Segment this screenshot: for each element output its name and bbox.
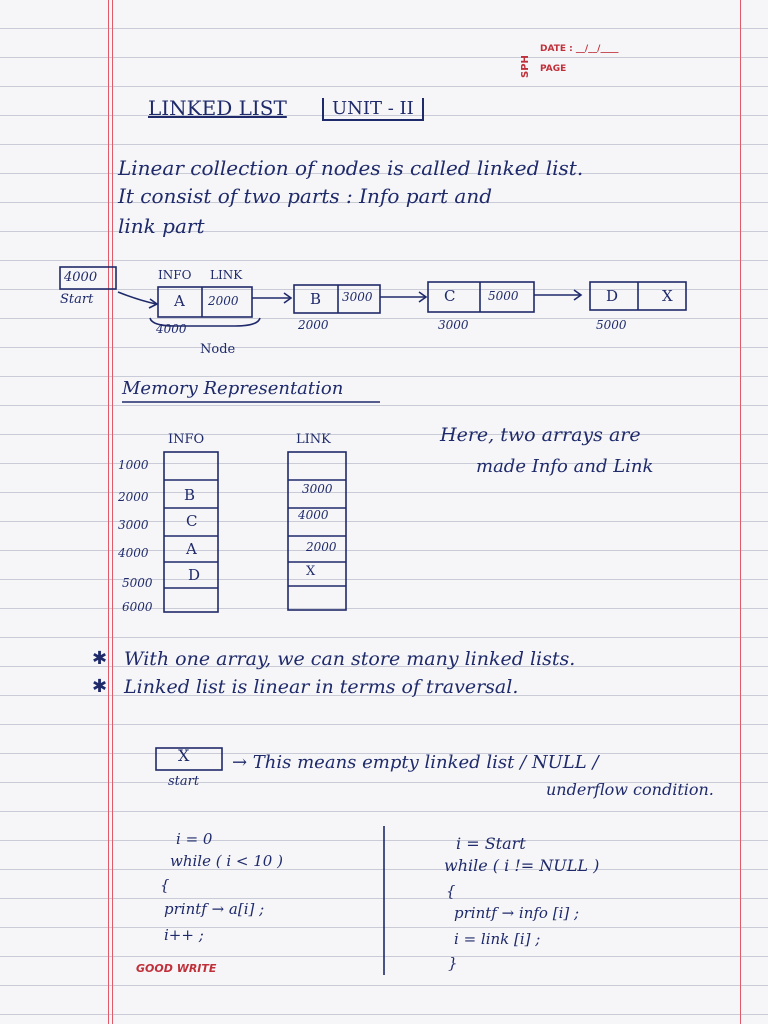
node-1-link: 2000 [208, 294, 239, 308]
code-right-5: i = link [i] ; [454, 930, 541, 948]
info-cell-d: D [188, 566, 201, 584]
node-4-link: X [662, 287, 673, 305]
addr-5000: 5000 [122, 576, 153, 590]
node-2-info: B [310, 290, 322, 308]
code-left-5: i++ ; [164, 926, 204, 944]
addr-2000: 2000 [118, 490, 149, 504]
page-label: PAGE [540, 64, 567, 74]
node-3-addr: 3000 [438, 318, 469, 332]
info-header: INFO [168, 432, 205, 447]
memory-heading: Memory Representation [122, 378, 344, 399]
addr-3000: 3000 [118, 518, 149, 532]
empty-line-2: underflow condition. [546, 780, 714, 799]
code-left-3: { [160, 876, 170, 894]
addr-4000: 4000 [118, 546, 149, 560]
link-cell-1: 3000 [302, 482, 333, 496]
date-label: DATE : __/__/____ [540, 44, 619, 54]
node-3-info: C [444, 287, 456, 305]
empty-line-1: → This means empty linked list / NULL / [232, 752, 599, 773]
code-left-1: i = 0 [176, 830, 213, 848]
bullet-star-1: ✱ [92, 648, 108, 669]
empty-box-value: X [178, 746, 190, 765]
link-header: LINK [296, 432, 331, 447]
node-2-link: 3000 [342, 290, 373, 304]
brand-logo: SPH [520, 55, 531, 78]
brand-footer: GOOD WRITE [136, 962, 217, 975]
bullet-1: With one array, we can store many linked lists. [124, 648, 576, 670]
code-right-1: i = Start [456, 834, 526, 853]
start-label: Start [60, 292, 94, 307]
start-value: 4000 [64, 270, 98, 285]
link-label: LINK [210, 268, 243, 282]
node-3-link: 5000 [488, 289, 519, 303]
link-cell-4: 2000 [306, 540, 337, 554]
empty-start-label: start [168, 774, 200, 789]
info-cell-c: C [186, 512, 198, 530]
addr-6000: 6000 [122, 600, 153, 614]
info-label: INFO [158, 268, 192, 282]
link-cell-5: X [306, 564, 316, 579]
node-4-addr: 5000 [596, 318, 627, 332]
link-cell-2: 4000 [298, 508, 329, 522]
intro-line-2: It consist of two parts : Info part and [118, 184, 493, 208]
node-1-info: A [174, 292, 185, 310]
code-right-4: printf → info [i] ; [454, 904, 580, 922]
node-2-addr: 2000 [298, 318, 329, 332]
info-cell-a: A [186, 540, 197, 558]
code-right-3: { [446, 882, 456, 900]
intro-line-1: Linear collection of nodes is called linked list. [118, 156, 584, 180]
unit-label: UNIT - II [322, 98, 424, 121]
node-4-info: D [606, 287, 619, 305]
node-1-addr: 4000 [156, 322, 187, 336]
info-cell-b: B [184, 486, 196, 504]
memory-note-1: Here, two arrays are [440, 424, 641, 446]
addr-1000: 1000 [118, 458, 149, 472]
bullet-star-2: ✱ [92, 676, 108, 697]
bullet-2: Linked list is linear in terms of traversal. [124, 676, 519, 698]
node-label: Node [200, 342, 236, 357]
intro-line-3: link part [118, 214, 205, 238]
start-arrow [118, 292, 156, 304]
page-title: LINKED LIST [148, 96, 287, 120]
code-left-4: printf → a[i] ; [164, 900, 265, 918]
memory-note-2: made Info and Link [476, 456, 654, 477]
code-left-2: while ( i < 10 ) [170, 852, 283, 870]
code-right-2: while ( i != NULL ) [444, 856, 600, 875]
code-right-6: } [448, 954, 458, 972]
